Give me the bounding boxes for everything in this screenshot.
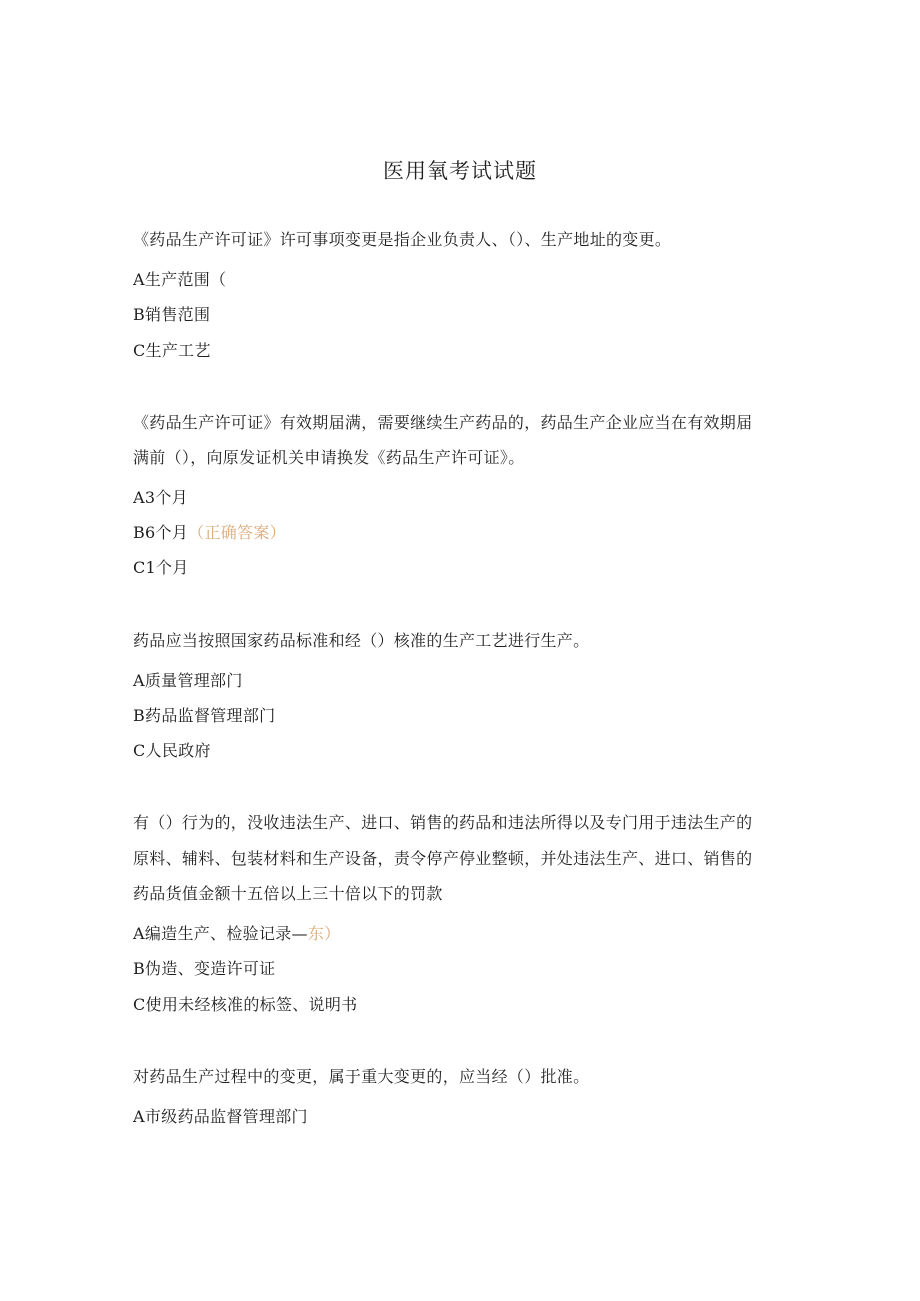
- question-1-option-b: [133, 303, 793, 327]
- option-text: A生产范围（: [133, 270, 227, 289]
- option-text: B6个月: [133, 523, 189, 542]
- question-4-stem-line-1: 有（）行为的，没收违法生产、进口、销售的药品和违法所得以及专门用于违法生产的: [133, 813, 753, 832]
- question-2-stem-line-2: 满前（），向原发证机关申请换发《药品生产许可证》。: [133, 448, 525, 467]
- option-text: B药品监督管理部门: [133, 706, 276, 725]
- option-text: A质量管理部门: [133, 671, 243, 690]
- option-text: C1个月: [133, 558, 189, 577]
- question-3-option-a: [133, 669, 793, 693]
- correct-answer-note: （正确答案）: [188, 523, 286, 542]
- question-3-option-c: [133, 739, 793, 763]
- question-1-option-c: [133, 339, 793, 363]
- question-2-stem-line-1: 《药品生产许可证》有效期届满，需要继续生产药品的，药品生产企业应当在有效期届: [133, 413, 753, 432]
- question-4-option-c: [133, 993, 793, 1017]
- question-5-stem: 对药品生产过程中的变更，属于重大变更的，应当经（）批准。: [133, 1067, 590, 1086]
- question-3-option-b: [133, 704, 793, 728]
- question-1-option-a: [133, 268, 793, 292]
- question-4-stem-line-2: 原料、辅料、包装材料和生产设备，责令停产停业整顿，并处违法生产、进口、销售的: [133, 849, 753, 868]
- question-2-option-b: [133, 521, 793, 545]
- question-4-stem-line-3: 药品货值金额十五倍以上三十倍以下的罚款: [133, 884, 443, 903]
- option-text: A市级药品监督管理部门: [133, 1107, 308, 1126]
- question-3-stem: 药品应当按照国家药品标准和经（）核准的生产工艺进行生产。: [133, 631, 590, 650]
- option-text: B销售范围: [133, 305, 211, 324]
- question-5-option-a: [133, 1105, 793, 1129]
- question-1-stem: 《药品生产许可证》许可事项变更是指企业负责人、（）、生产地址的变更。: [133, 230, 672, 249]
- option-text: A编造生产、检验记录—: [133, 924, 308, 943]
- option-note: 东）: [307, 924, 341, 943]
- option-text: C人民政府: [133, 741, 211, 760]
- option-text: C使用未经核准的标签、说明书: [133, 995, 358, 1014]
- question-4-option-a: [133, 922, 793, 946]
- option-text: A3个月: [133, 488, 188, 507]
- question-2-option-a: [133, 486, 793, 510]
- option-text: B伪造、变造许可证: [133, 959, 276, 978]
- option-text: C生产工艺: [133, 341, 211, 360]
- question-4-option-b: [133, 957, 793, 981]
- question-2-option-c: [133, 556, 793, 580]
- document-title: 医用氧考试试题: [383, 159, 537, 183]
